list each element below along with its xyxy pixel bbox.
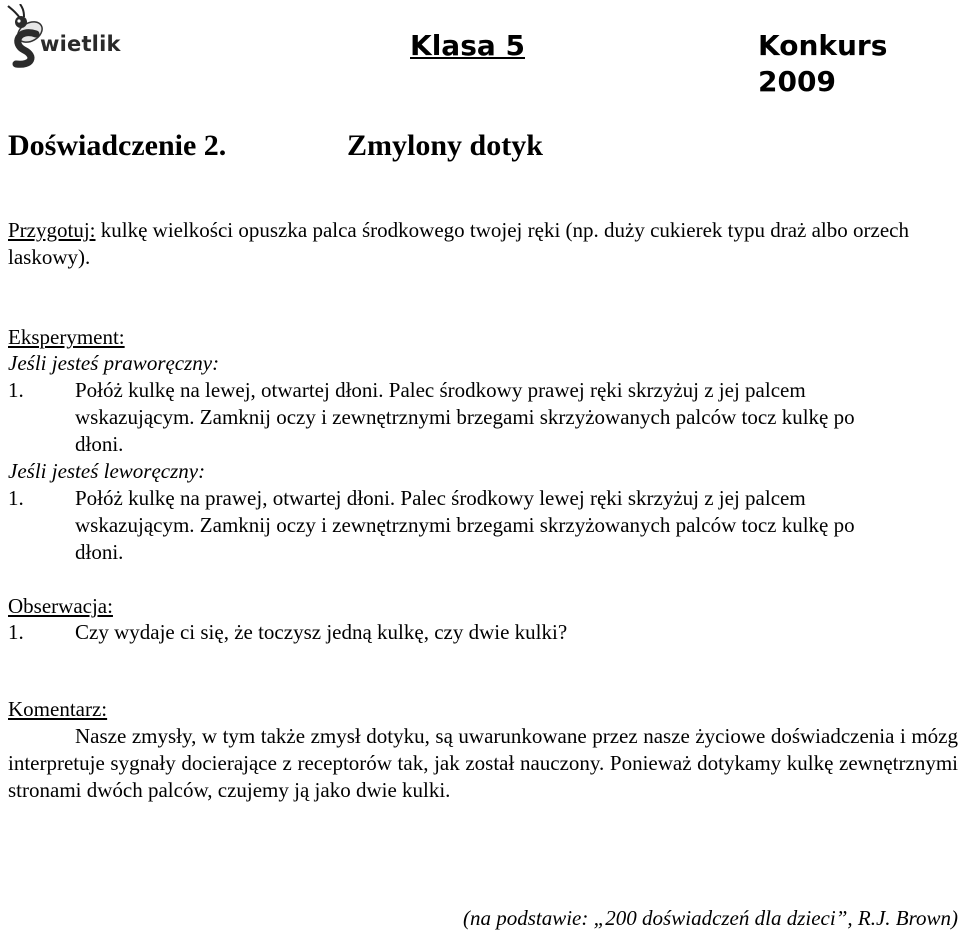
observation-item [8,619,958,646]
source-citation: (na podstawie: „200 doświadczeń dla dzieci”, R.J. Brown) [462,906,958,930]
item-text: Czy wydaje ci się, że toczysz jedną kulkę, czy dwie kulki? [75,620,568,644]
left-handed-label: Jeśli jesteś leworęczny: [8,459,206,483]
class-label: Klasa 5 [410,29,525,62]
right-handed-label: Jeśli jesteś praworęczny: [8,351,220,375]
step-text: Połóż kulkę na lewej, otwartej dłoni. Palec środkowy prawej ręki skrzyżuj z jej palcem wskazującym. Zamknij oczy i zewnętrznymi brzegami skrzyżowanych palców tocz kulkę po dłoni. [75,378,855,456]
left-handed-step [8,485,958,566]
prepare-section [8,217,958,271]
step-number: 1. [8,486,24,510]
prepare-label: Przygotuj: [8,218,96,242]
comment-text: Nasze zmysły, w tym także zmysł dotyku, są uwarunkowane przez nasze życiowe doświadczenia i mózg interpretuje sygnały docierające z receptorów tak, jak został nauczony. Ponieważ dotykamy kulkę zewnętrznymi stronami dwóch palców, czujemy ją jako dwie kulki. [8,724,958,802]
swietlik-logo [6,4,121,70]
experiment-number: Doświadczenie 2. [8,129,227,162]
observation-label: Obserwacja: [8,594,113,618]
right-handed-step [8,377,958,458]
contest-label: Konkurs 2009 [758,29,888,98]
item-number: 1. [8,620,24,644]
step-text: Połóż kulkę na prawej, otwartej dłoni. Palec środkowy lewej ręki skrzyżuj z jej palcem wskazującym. Zamknij oczy i zewnętrznymi brzegami skrzyżowanych palców tocz kulkę po dłoni. [75,486,855,564]
experiment-label: Eksperyment: [8,325,125,349]
experiment-title: Zmylony dotyk [347,129,543,162]
comment-label: Komentarz: [8,697,108,721]
prepare-text: kulkę wielkości opuszka palca środkowego twojej ręki (np. duży cukierek typu draż albo orzech laskowy). [8,218,909,269]
logo-text: wietlik [40,32,121,56]
step-number: 1. [8,378,24,402]
